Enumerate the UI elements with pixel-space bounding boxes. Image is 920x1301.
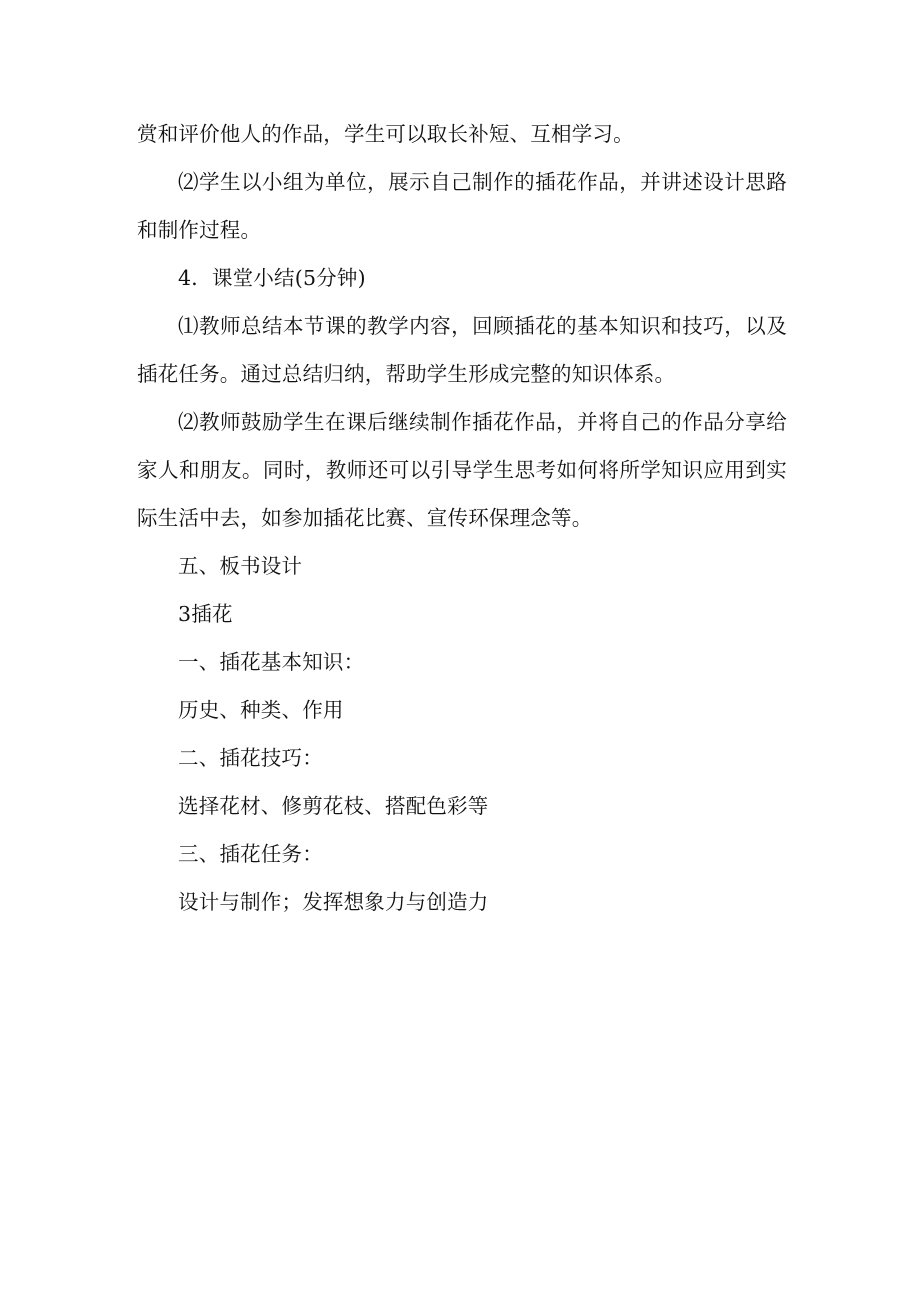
board-detail-task: 设计与制作；发挥想象力与创造力 <box>178 890 489 914</box>
paragraph-teacher-encourage: ⑵教师鼓励学生在课后继续制作插花作品，并将自己的作品分享给家人和朋友。同时，教师还可以引导学生思考如何将所学知识应用到实际生活中去，如参加插花比赛、宣传环保理念等。 <box>137 410 787 530</box>
board-title: 3插花 <box>178 602 233 626</box>
section-heading-class-summary: 4．课堂小结(5分钟) <box>178 266 366 290</box>
board-item-task: 三、插花任务： <box>178 842 323 866</box>
board-detail-basic-knowledge: 历史、种类、作用 <box>178 698 344 722</box>
document-body <box>137 110 787 926</box>
paragraph-group-presentation: ⑵学生以小组为单位，展示自己制作的插花作品，并讲述设计思路和制作过程。 <box>137 170 787 242</box>
paragraph-teacher-summary: ⑴教师总结本节课的教学内容，回顾插花的基本知识和技巧，以及插花任务。通过总结归纳，帮助学生形成完整的知识体系。 <box>137 314 787 386</box>
board-detail-techniques: 选择花材、修剪花枝、搭配色彩等 <box>178 794 489 818</box>
paragraph-continuation: 赏和评价他人的作品，学生可以取长补短、互相学习。 <box>137 122 634 146</box>
section-heading-board-design: 五、板书设计 <box>178 554 303 578</box>
board-item-basic-knowledge: 一、插花基本知识： <box>178 650 365 674</box>
board-item-techniques: 二、插花技巧： <box>178 746 323 770</box>
